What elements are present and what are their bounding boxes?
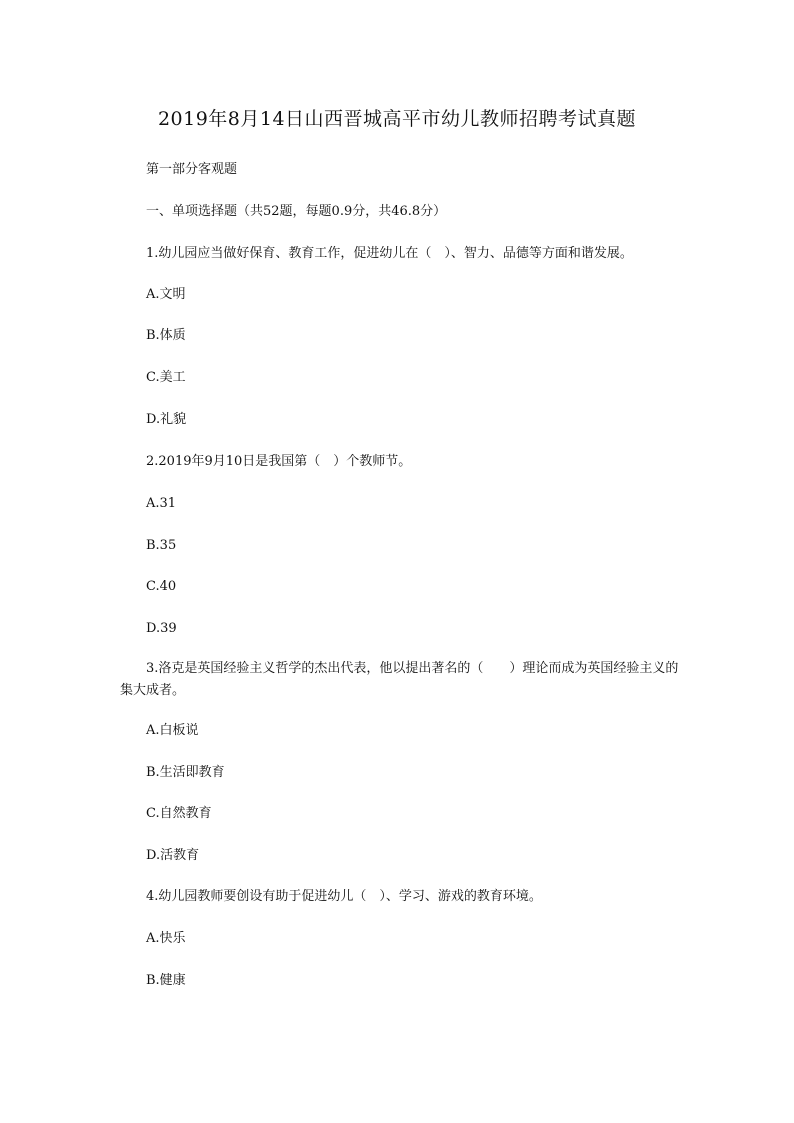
section-heading: 第一部分客观题 <box>146 162 238 177</box>
question-2-option-d: D.39 <box>146 621 177 636</box>
question-1-option-b: B.体质 <box>146 328 186 343</box>
question-3-stem: 3.洛克是英国经验主义哲学的杰出代表，他以提出著名的（ ）理论而成为英国经验主义的集大成者。 <box>120 661 679 698</box>
part-heading: 一、单项选择题（共52题，每题0.9分，共46.8分） <box>146 204 447 219</box>
question-3-option-d: D.活教育 <box>146 848 200 863</box>
question-3-option-a: A.白板说 <box>146 723 199 738</box>
document-title: 2019年8月14日山西晋城高平市幼儿教师招聘考试真题 <box>157 108 637 130</box>
question-4-stem: 4.幼儿园教师要创设有助于促进幼儿（ ）、学习、游戏的教育环境。 <box>146 889 542 904</box>
question-3-option-b: B.生活即教育 <box>146 765 225 780</box>
question-1-option-d: D.礼貌 <box>146 412 187 427</box>
question-2-option-c: C.40 <box>146 579 177 594</box>
question-1-option-a: A.文明 <box>146 287 186 302</box>
question-1-option-c: C.美工 <box>146 370 186 385</box>
question-2-stem: 2.2019年9月10日是我国第（ ）个教师节。 <box>146 454 412 469</box>
question-2-option-a: A.31 <box>146 496 177 511</box>
question-4-option-a: A.快乐 <box>146 931 186 946</box>
question-4-option-b: B.健康 <box>146 973 186 988</box>
question-1-stem: 1.幼儿园应当做好保育、教育工作，促进幼儿在（ ）、智力、品德等方面和谐发展。 <box>146 246 633 261</box>
question-3-option-c: C.自然教育 <box>146 806 212 821</box>
question-2-option-b: B.35 <box>146 538 177 553</box>
